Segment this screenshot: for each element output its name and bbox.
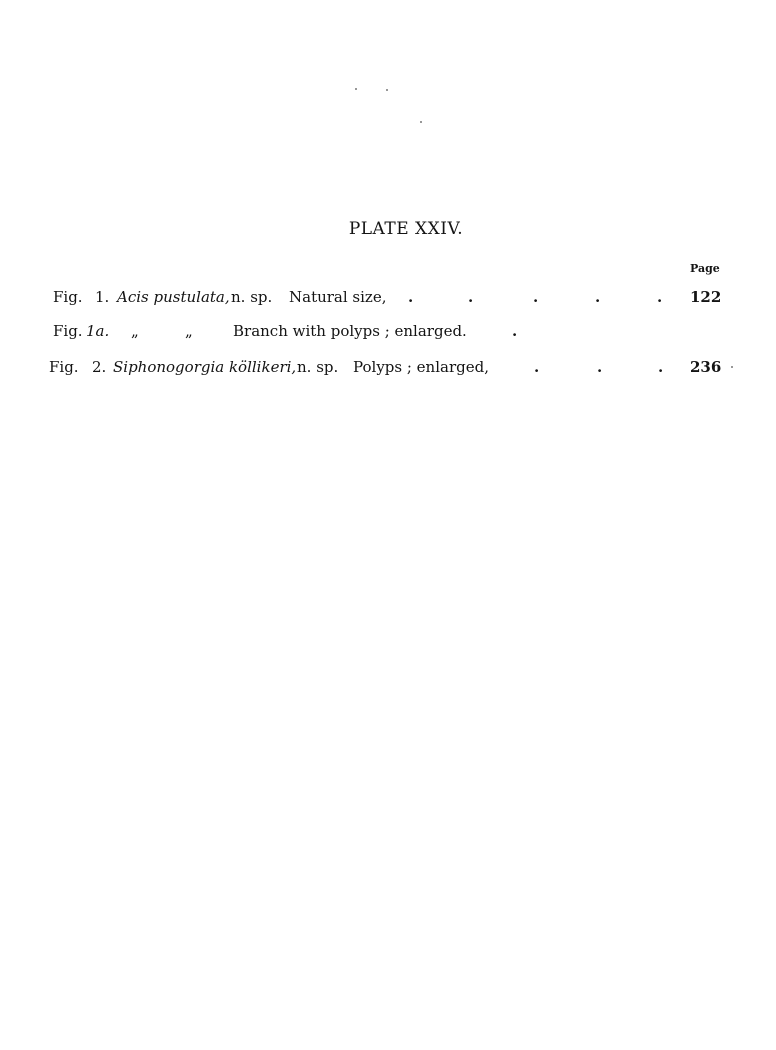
species-name: Acis pustulata, — [117, 288, 230, 306]
scan-speck — [386, 89, 388, 91]
species-name: Siphonogorgia köllikeri, — [113, 358, 297, 376]
fig-number: 2. — [92, 358, 107, 376]
leader-dot: . — [408, 288, 414, 306]
figure-entry — [0, 288, 776, 310]
ditto-mark: „ — [131, 322, 139, 340]
leader-dot: . — [597, 358, 603, 376]
leader-dot: . — [533, 288, 539, 306]
fig-label: Fig. — [53, 322, 83, 340]
fig-number: 1a. — [86, 322, 110, 340]
ditto-mark: „ — [185, 322, 193, 340]
scan-speck — [355, 88, 357, 90]
figure-description: Natural size, — [289, 288, 387, 306]
page-column-header: Page — [690, 262, 720, 275]
page-number: 236 — [690, 358, 722, 376]
scan-speck — [420, 121, 422, 123]
leader-dot: . — [595, 288, 601, 306]
figure-description: Polyps ; enlarged, — [353, 358, 489, 376]
leader-dot: . — [534, 358, 540, 376]
fig-label: Fig. — [49, 358, 79, 376]
fig-number: 1. — [95, 288, 110, 306]
leader-dot: . — [657, 288, 663, 306]
figure-description: Branch with polyps ; enlarged. — [233, 322, 467, 340]
page-number: 122 — [690, 288, 722, 306]
plate-title: PLATE XXIV. — [348, 219, 464, 239]
figure-entry — [0, 358, 776, 380]
scan-speck — [731, 366, 733, 368]
figure-entry — [0, 322, 776, 344]
fig-label: Fig. — [53, 288, 83, 306]
new-species-label: n. sp. — [231, 288, 273, 306]
leader-dot: . — [658, 358, 664, 376]
new-species-label: n. sp. — [297, 358, 339, 376]
leader-dot: . — [468, 288, 474, 306]
leader-dot: . — [512, 322, 518, 340]
